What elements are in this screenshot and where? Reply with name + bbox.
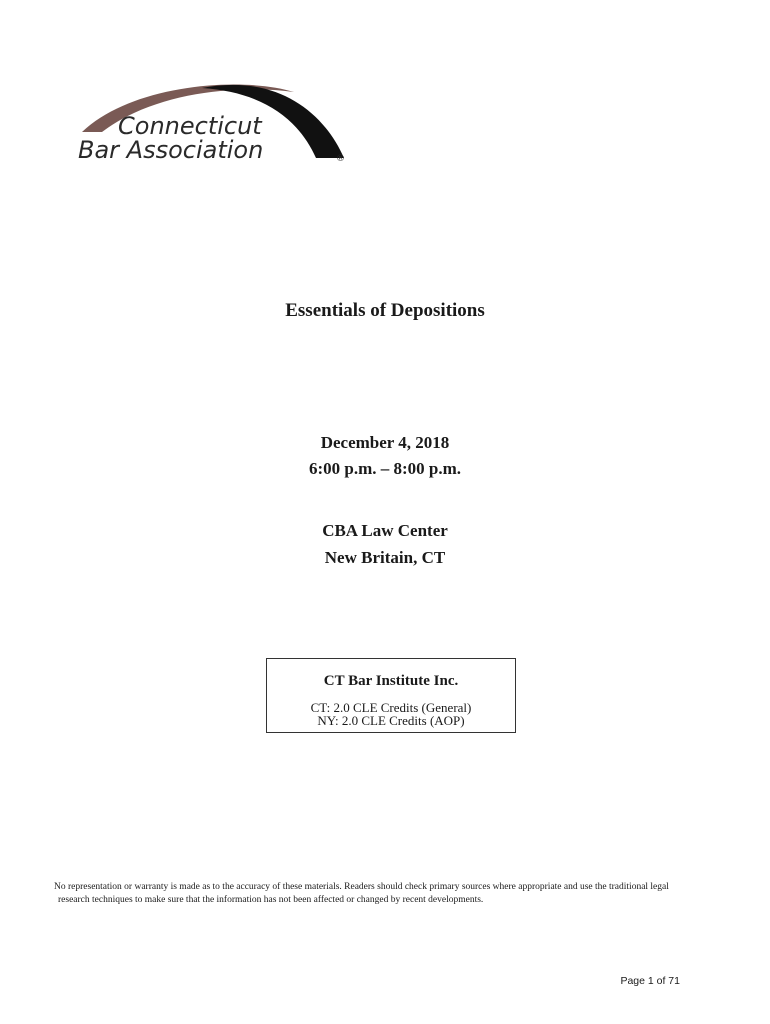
page-number: Page 1 of 71	[620, 975, 680, 987]
registered-mark: ®	[336, 154, 345, 164]
event-location: New Britain, CT	[324, 548, 446, 567]
credits-box	[266, 658, 516, 733]
event-time: 6:00 p.m. – 8:00 p.m.	[308, 459, 462, 478]
logo-arc-icon	[72, 78, 362, 174]
credit-provider: CT Bar Institute Inc.	[323, 673, 459, 689]
disclaimer-line-2: research techniques to make sure that the information has not been affected or changed by recent developments.	[58, 895, 484, 905]
logo-line-1: Connecticut	[118, 112, 262, 140]
credit-line-ct: CT: 2.0 CLE Credits (General)	[310, 700, 472, 715]
credit-line-ny: NY: 2.0 CLE Credits (AOP)	[317, 713, 465, 728]
disclaimer-line-1: No representation or warranty is made as to the accuracy of these materials. Readers should check primary sources where appropriate and use the traditional legal	[54, 882, 669, 892]
document-title: Essentials of Depositions	[285, 300, 485, 321]
connecticut-bar-association-logo	[72, 78, 362, 174]
event-date: December 4, 2018	[320, 433, 450, 452]
event-venue: CBA Law Center	[322, 521, 448, 540]
disclaimer	[54, 881, 734, 907]
logo-line-2: Bar Association	[78, 136, 264, 164]
